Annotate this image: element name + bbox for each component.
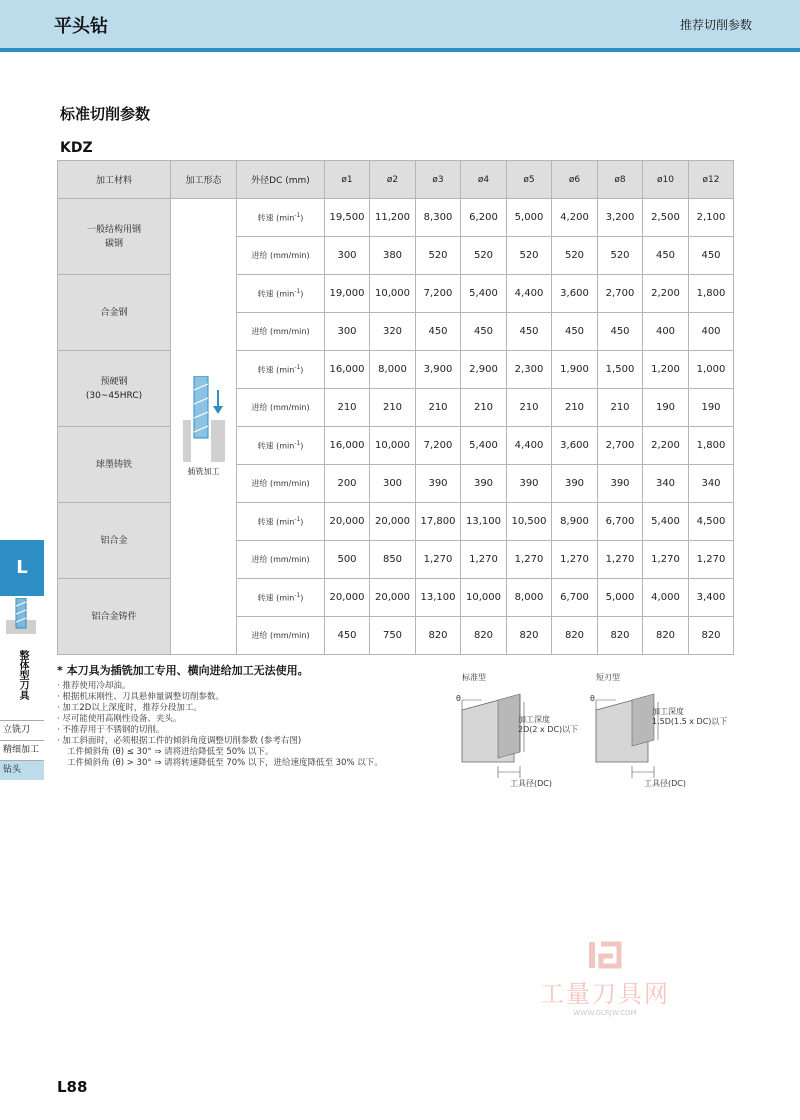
speed-label-sup: -1 — [294, 287, 301, 295]
speed-value: 2,300 — [507, 351, 552, 389]
feed-value: 210 — [507, 389, 552, 427]
speed-value: 1,500 — [598, 351, 643, 389]
feed-value: 1,270 — [552, 541, 598, 579]
material-cell — [58, 199, 171, 275]
diagram-short — [592, 672, 742, 802]
feed-value: 210 — [598, 389, 643, 427]
speed-value: 1,800 — [689, 275, 734, 313]
speed-value: 4,400 — [507, 427, 552, 465]
speed-value: 20,000 — [325, 579, 370, 617]
speed-value: 4,500 — [689, 503, 734, 541]
table-row — [58, 199, 734, 237]
feed-value: 300 — [325, 313, 370, 351]
diameter-label: 工具径(DC) — [644, 779, 686, 788]
column-header: ø10 — [643, 161, 689, 199]
feed-value: 300 — [370, 465, 416, 503]
section-label: 推荐切削参数 — [679, 18, 752, 32]
speed-label — [237, 351, 325, 389]
feed-value: 1,270 — [416, 541, 461, 579]
section-heading: 标准切削参数 — [60, 105, 151, 123]
speed-value: 8,000 — [370, 351, 416, 389]
feed-value: 300 — [325, 237, 370, 275]
speed-value: 11,200 — [370, 199, 416, 237]
diagram-short-title: 短刃型 — [596, 673, 620, 682]
feed-value: 210 — [325, 389, 370, 427]
speed-value: 2,700 — [598, 427, 643, 465]
depth-label: 加工深度 — [518, 715, 550, 724]
note-item: · 加工斜面时，必须根据工件的倾斜角度调整切削参数 (参考右图) — [57, 736, 302, 746]
feed-value: 1,270 — [598, 541, 643, 579]
feed-value: 400 — [689, 313, 734, 351]
material-cell — [58, 351, 171, 427]
speed-value: 5,000 — [507, 199, 552, 237]
material-name: 一般结构用钢 — [86, 224, 141, 235]
speed-value: 4,000 — [643, 579, 689, 617]
table-row — [58, 503, 734, 541]
drill-thumbnail-icon — [6, 598, 36, 634]
feed-value: 450 — [643, 237, 689, 275]
speed-value: 7,200 — [416, 427, 461, 465]
feed-value: 750 — [370, 617, 416, 655]
feed-value: 820 — [416, 617, 461, 655]
depth-value: 2D(2 x DC)以下 — [518, 725, 579, 734]
feed-value: 450 — [552, 313, 598, 351]
table-row — [58, 351, 734, 389]
column-header: ø12 — [689, 161, 734, 199]
feed-value: 520 — [461, 237, 507, 275]
speed-value: 1,900 — [552, 351, 598, 389]
cutting-params-table — [57, 160, 734, 655]
feed-value: 520 — [507, 237, 552, 275]
speed-label — [237, 427, 325, 465]
speed-label-text: 转速 (min — [257, 441, 295, 451]
material-subname: 碳钢 — [104, 238, 123, 249]
speed-label-text: 转速 (min — [257, 593, 295, 603]
feed-label: 进给 (mm/min) — [237, 617, 325, 655]
speed-value: 20,000 — [325, 503, 370, 541]
machining-form-cell — [171, 199, 237, 655]
sidebar-item-endmill[interactable]: 立铣刀 — [0, 720, 44, 740]
column-header: ø4 — [461, 161, 507, 199]
speed-value: 7,200 — [416, 275, 461, 313]
material-cell — [58, 579, 171, 655]
feed-value: 390 — [461, 465, 507, 503]
feed-value: 1,270 — [643, 541, 689, 579]
feed-value: 190 — [689, 389, 734, 427]
column-header: ø1 — [325, 161, 370, 199]
diagram-standard — [458, 672, 588, 802]
speed-value: 4,200 — [552, 199, 598, 237]
feed-value: 210 — [370, 389, 416, 427]
feed-value: 390 — [507, 465, 552, 503]
feed-value: 500 — [325, 541, 370, 579]
feed-value: 1,270 — [461, 541, 507, 579]
material-cell — [58, 503, 171, 579]
feed-value: 210 — [552, 389, 598, 427]
speed-value: 2,200 — [643, 427, 689, 465]
speed-value: 10,000 — [370, 275, 416, 313]
column-header: 加工形态 — [171, 161, 237, 199]
table-header-row — [58, 161, 734, 199]
column-header: ø8 — [598, 161, 643, 199]
table-row — [58, 427, 734, 465]
speed-value: 3,900 — [416, 351, 461, 389]
feed-value: 210 — [461, 389, 507, 427]
feed-value: 400 — [643, 313, 689, 351]
feed-label: 进给 (mm/min) — [237, 237, 325, 275]
speed-label-close: ) — [300, 289, 304, 299]
feed-value: 200 — [325, 465, 370, 503]
speed-value: 19,000 — [325, 275, 370, 313]
speed-value: 5,400 — [643, 503, 689, 541]
feed-value: 210 — [416, 389, 461, 427]
speed-value: 16,000 — [325, 351, 370, 389]
speed-label-close: ) — [300, 441, 304, 451]
note-subitem: 工件倾斜角 (θ) > 30° ⇒ 请将转速降低至 70% 以下，进给速度降低至 30% 以下。 — [67, 758, 383, 768]
column-header: 外径DC (mm) — [237, 161, 325, 199]
sidebar-letter-tab[interactable]: L — [0, 540, 44, 596]
speed-value: 10,000 — [461, 579, 507, 617]
material-name: 铝合金 — [100, 535, 128, 546]
speed-label-text: 转速 (min — [257, 517, 295, 527]
material-cell — [58, 275, 171, 351]
material-name: 预硬钢 — [100, 376, 128, 387]
feed-value: 390 — [416, 465, 461, 503]
feed-value: 390 — [598, 465, 643, 503]
speed-label — [237, 275, 325, 313]
feed-value: 820 — [598, 617, 643, 655]
feed-value: 820 — [643, 617, 689, 655]
theta-label: θ — [590, 694, 595, 703]
feed-value: 450 — [598, 313, 643, 351]
column-header: ø3 — [416, 161, 461, 199]
notes-lead: * 本刀具为插铣加工专用、横向进给加工无法使用。 — [57, 664, 309, 677]
speed-value: 2,900 — [461, 351, 507, 389]
feed-value: 520 — [552, 237, 598, 275]
speed-label — [237, 503, 325, 541]
feed-value: 520 — [598, 237, 643, 275]
page-number: L88 — [57, 1078, 88, 1096]
feed-value: 820 — [461, 617, 507, 655]
speed-label-sup: -1 — [294, 439, 301, 447]
speed-label-close: ) — [300, 365, 304, 375]
speed-value: 8,300 — [416, 199, 461, 237]
sidebar-menu — [0, 720, 44, 780]
table-row — [58, 275, 734, 313]
watermark-url: WWW.GLRJW.COM — [573, 1009, 637, 1017]
watermark — [540, 940, 670, 1017]
machining-form-label: 插铣加工 — [187, 467, 220, 476]
speed-value: 13,100 — [416, 579, 461, 617]
material-name: 合金钢 — [100, 307, 128, 318]
speed-label-sup: -1 — [294, 591, 301, 599]
sidebar-item-drill[interactable]: 钻头 — [0, 760, 44, 780]
speed-value: 3,200 — [598, 199, 643, 237]
speed-value: 1,000 — [689, 351, 734, 389]
header-divider — [0, 48, 800, 52]
speed-value: 3,400 — [689, 579, 734, 617]
speed-value: 6,200 — [461, 199, 507, 237]
depth-value: 1.5D(1.5 x DC)以下 — [652, 717, 728, 726]
speed-label — [237, 199, 325, 237]
speed-label-close: ) — [300, 593, 304, 603]
speed-value: 1,200 — [643, 351, 689, 389]
note-item: · 不推荐用于不锈钢的切削。 — [57, 725, 165, 735]
plunge-milling-icon — [179, 376, 229, 462]
speed-value: 13,100 — [461, 503, 507, 541]
speed-value: 17,800 — [416, 503, 461, 541]
column-header: ø6 — [552, 161, 598, 199]
feed-label: 进给 (mm/min) — [237, 313, 325, 351]
speed-value: 5,400 — [461, 427, 507, 465]
speed-label-text: 转速 (min — [257, 365, 295, 375]
feed-value: 390 — [552, 465, 598, 503]
feed-value: 450 — [461, 313, 507, 351]
speed-value: 5,000 — [598, 579, 643, 617]
speed-label-close: ) — [300, 517, 304, 527]
speed-value: 19,500 — [325, 199, 370, 237]
speed-label — [237, 579, 325, 617]
note-subitem: 工件倾斜角 (θ) ≤ 30° ⇒ 请将进给降低至 50% 以下。 — [67, 747, 274, 757]
speed-value: 1,800 — [689, 427, 734, 465]
speed-label-sup: -1 — [294, 363, 301, 371]
speed-value: 8,900 — [552, 503, 598, 541]
watermark-text: 工量刀具网 — [540, 980, 670, 1008]
feed-value: 450 — [416, 313, 461, 351]
material-subname: (30~45HRC) — [85, 390, 143, 401]
sidebar-item-fine[interactable]: 精细加工 — [0, 740, 44, 760]
speed-value: 20,000 — [370, 579, 416, 617]
note-item: · 加工2D以上深度时，推荐分段加工。 — [57, 703, 202, 713]
feed-value: 320 — [370, 313, 416, 351]
speed-label-close: ) — [300, 213, 304, 223]
feed-value: 340 — [689, 465, 734, 503]
diameter-label: 工具径(DC) — [510, 779, 552, 788]
feed-label: 进给 (mm/min) — [237, 389, 325, 427]
speed-label-sup: -1 — [294, 211, 301, 219]
speed-label-sup: -1 — [294, 515, 301, 523]
feed-value: 380 — [370, 237, 416, 275]
note-item: · 根据机床刚性、刀具悬伸量调整切削参数。 — [57, 692, 224, 702]
speed-value: 6,700 — [552, 579, 598, 617]
depth-label: 加工深度 — [652, 707, 684, 716]
feed-value: 850 — [370, 541, 416, 579]
notes-block — [57, 662, 457, 769]
feed-label: 进给 (mm/min) — [237, 465, 325, 503]
feed-value: 340 — [643, 465, 689, 503]
speed-value: 10,500 — [507, 503, 552, 541]
feed-value: 450 — [507, 313, 552, 351]
speed-value: 6,700 — [598, 503, 643, 541]
feed-label: 进给 (mm/min) — [237, 541, 325, 579]
page-title: 平头钻 — [54, 16, 108, 37]
feed-value: 520 — [416, 237, 461, 275]
feed-value: 1,270 — [689, 541, 734, 579]
feed-value: 820 — [689, 617, 734, 655]
speed-value: 2,200 — [643, 275, 689, 313]
table-row — [58, 579, 734, 617]
feed-value: 190 — [643, 389, 689, 427]
note-item: · 推荐使用冷却油。 — [57, 681, 131, 691]
material-name: 铝合金铸件 — [91, 611, 137, 622]
speed-value: 4,400 — [507, 275, 552, 313]
speed-value: 2,700 — [598, 275, 643, 313]
feed-value: 450 — [689, 237, 734, 275]
speed-value: 3,600 — [552, 275, 598, 313]
column-header: 加工材料 — [58, 161, 171, 199]
material-cell — [58, 427, 171, 503]
note-item: · 尽可能使用高刚性设备、夹头。 — [57, 714, 182, 724]
speed-value: 10,000 — [370, 427, 416, 465]
model-name: KDZ — [60, 140, 93, 156]
speed-value: 5,400 — [461, 275, 507, 313]
feed-value: 820 — [507, 617, 552, 655]
watermark-logo-icon — [585, 940, 625, 970]
speed-value: 3,600 — [552, 427, 598, 465]
speed-label-text: 转速 (min — [257, 289, 295, 299]
theta-label: θ — [456, 694, 461, 703]
sidebar-category: 整体型刀具 — [17, 650, 28, 700]
material-name: 球墨铸铁 — [95, 459, 132, 470]
feed-value: 820 — [552, 617, 598, 655]
feed-value: 450 — [325, 617, 370, 655]
speed-value: 20,000 — [370, 503, 416, 541]
feed-value: 1,270 — [507, 541, 552, 579]
page-header — [0, 0, 800, 48]
speed-value: 16,000 — [325, 427, 370, 465]
column-header: ø2 — [370, 161, 416, 199]
speed-value: 8,000 — [507, 579, 552, 617]
speed-value: 2,500 — [643, 199, 689, 237]
speed-label-text: 转速 (min — [257, 213, 295, 223]
speed-value: 2,100 — [689, 199, 734, 237]
diagram-standard-title: 标准型 — [462, 673, 486, 682]
column-header: ø5 — [507, 161, 552, 199]
